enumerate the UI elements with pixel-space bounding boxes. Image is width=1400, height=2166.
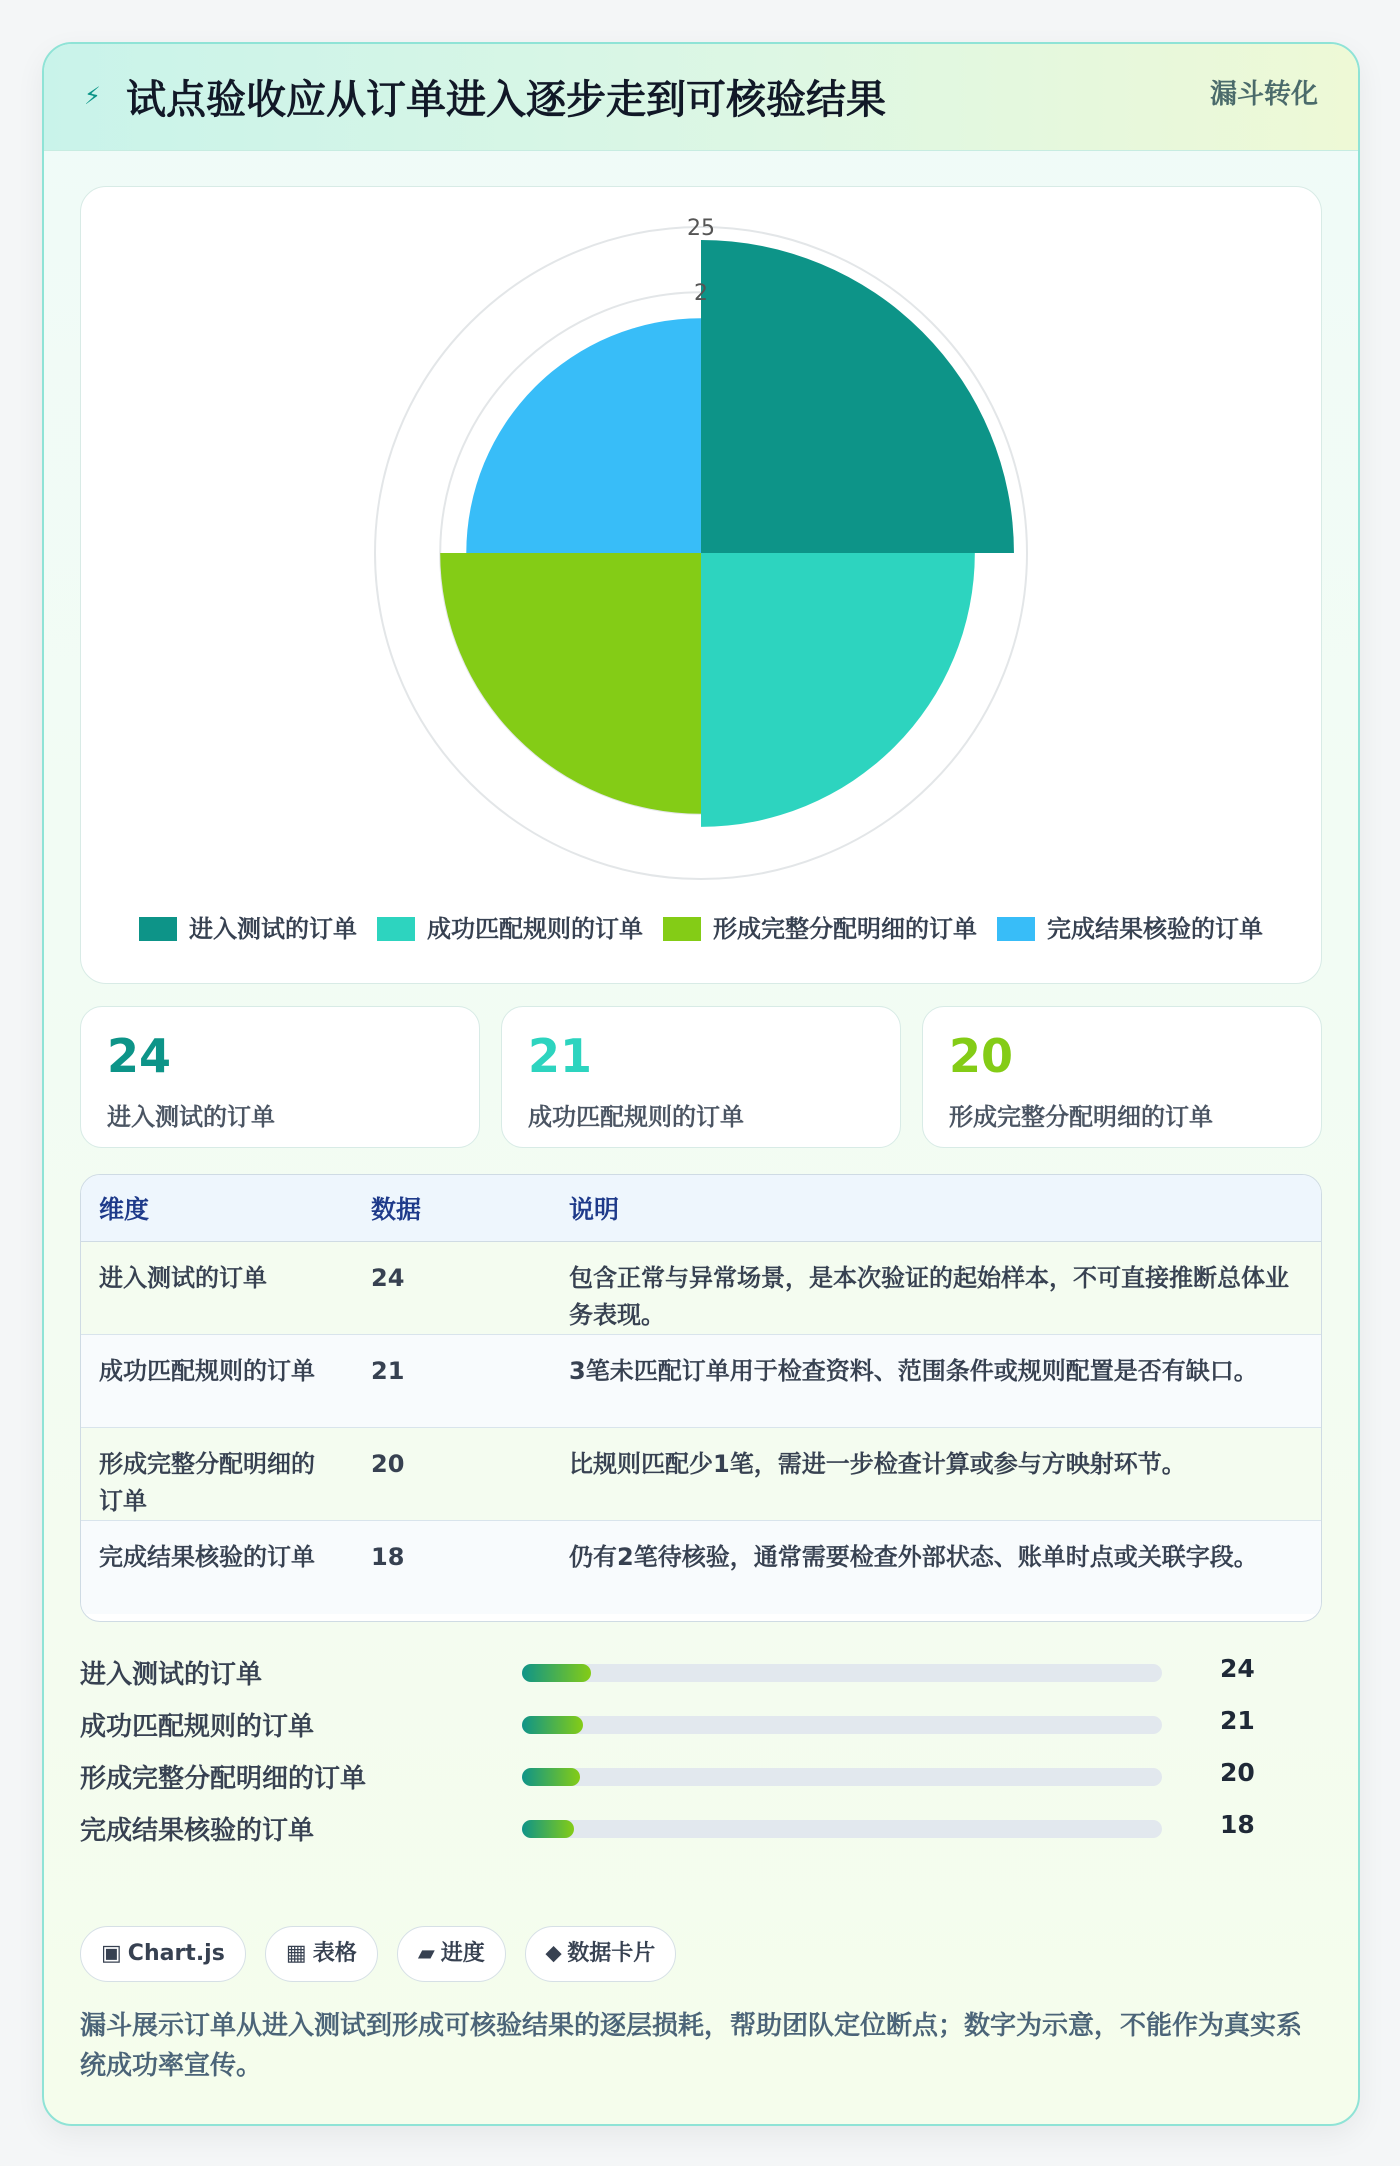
stat-label: 进入测试的订单 (107, 1103, 275, 1131)
table-row (81, 1428, 1321, 1521)
chip-progress[interactable] (397, 1926, 506, 1982)
table-row (81, 1335, 1321, 1428)
radial-tick-label: 2 (694, 281, 708, 307)
data-table (80, 1174, 1322, 1622)
table-icon: ▦ (285, 1941, 307, 1966)
table-cell-note: 包含正常与异常场景，是本次验证的起始样本，不可直接推断总体业务表现。 (551, 1242, 1321, 1335)
progress-row (80, 1806, 1320, 1846)
chip-chartjs[interactable] (80, 1926, 246, 1982)
funnel-card (42, 42, 1360, 2126)
progress-value: 21 (1220, 1706, 1255, 1735)
stat-card-matched (501, 1006, 901, 1148)
category-badge: 漏斗转化 (1210, 79, 1318, 110)
progress-value: 20 (1220, 1758, 1255, 1787)
polar-slice[interactable] (466, 318, 701, 553)
legend-swatch (377, 917, 415, 941)
table-cell-dimension: 形成完整分配明细的订单 (81, 1428, 353, 1521)
table-header-value: 数据 (353, 1175, 551, 1242)
legend-item[interactable] (997, 909, 1263, 944)
table-cell-note: 仍有2笔待核验，通常需要检查外部状态、账单时点或关联字段。 (551, 1521, 1321, 1614)
table-row (81, 1242, 1321, 1335)
footnote: 漏斗展示订单从进入测试到形成可核验结果的逐层损耗，帮助团队定位断点；数字为示意，不能作为真实系统成功率宣传。 (80, 2011, 1303, 2081)
progress-value: 24 (1220, 1654, 1255, 1683)
table-row (81, 1521, 1321, 1614)
progress-track (522, 1716, 1162, 1734)
progress-track (522, 1768, 1162, 1786)
table-cell-dimension: 完成结果核验的订单 (81, 1521, 353, 1614)
table-cell-note: 3笔未匹配订单用于检查资料、范围条件或规则配置是否有缺口。 (551, 1335, 1321, 1428)
progress-label: 完成结果核验的订单 (80, 1816, 315, 1846)
chip-data-card[interactable] (525, 1926, 676, 1982)
legend-label: 完成结果核验的订单 (1047, 915, 1263, 943)
progress-track (522, 1820, 1162, 1838)
polar-slice[interactable] (440, 553, 701, 814)
chip-label: Chart.js (127, 1941, 225, 1966)
progress-row (80, 1702, 1320, 1742)
stat-value: 20 (949, 1029, 1014, 1083)
table-cell-value: 24 (353, 1242, 551, 1335)
table-cell-value: 20 (353, 1428, 551, 1521)
progress-row (80, 1650, 1320, 1690)
polar-slice[interactable] (701, 240, 1014, 553)
legend-swatch (139, 917, 177, 941)
chip-label: 数据卡片 (567, 1941, 656, 1966)
legend-item[interactable] (139, 909, 357, 944)
progress-icon: ▰ (417, 1941, 435, 1966)
polar-slice[interactable] (701, 553, 975, 827)
progress-fill (522, 1664, 591, 1682)
lightning-icon: ⚡ (84, 82, 101, 110)
progress-fill (522, 1716, 583, 1734)
progress-fill (522, 1820, 574, 1838)
stat-label: 成功匹配规则的订单 (528, 1103, 744, 1131)
polar-area-chart (81, 187, 1321, 887)
legend-swatch (997, 917, 1035, 941)
card-header (44, 44, 1358, 151)
table-header-note: 说明 (551, 1175, 1321, 1242)
stat-value: 24 (107, 1029, 172, 1083)
progress-track (522, 1664, 1162, 1682)
table-cell-dimension: 成功匹配规则的订单 (81, 1335, 353, 1428)
chart-panel (80, 186, 1322, 984)
progress-label: 进入测试的订单 (80, 1660, 263, 1690)
page-title: 试点验收应从订单进入逐步走到可核验结果 (126, 77, 886, 123)
stat-card-tested (80, 1006, 480, 1148)
progress-row (80, 1754, 1320, 1794)
progress-label: 形成完整分配明细的订单 (80, 1764, 367, 1794)
chip-label: 表格 (312, 1941, 357, 1966)
legend-label: 进入测试的订单 (189, 915, 357, 943)
chip-table[interactable] (265, 1926, 378, 1982)
chart-icon: ▣ (101, 1941, 122, 1966)
legend-swatch (663, 917, 701, 941)
legend-label: 成功匹配规则的订单 (427, 915, 643, 943)
table-cell-note: 比规则匹配少1笔，需进一步检查计算或参与方映射环节。 (551, 1428, 1321, 1521)
legend-label: 形成完整分配明细的订单 (713, 915, 977, 943)
table-header-dimension: 维度 (81, 1175, 353, 1242)
radial-tick-label: 25 (687, 216, 715, 241)
card-icon: ⬥ (545, 1941, 562, 1966)
progress-fill (522, 1768, 580, 1786)
progress-label: 成功匹配规则的订单 (80, 1712, 315, 1742)
stat-value: 21 (528, 1029, 593, 1083)
legend-item[interactable] (377, 909, 643, 944)
table-cell-dimension: 进入测试的订单 (81, 1242, 353, 1335)
legend-item[interactable] (663, 909, 977, 944)
table-cell-value: 21 (353, 1335, 551, 1428)
chart-legend (81, 909, 1321, 944)
stat-card-allocated (922, 1006, 1322, 1148)
stat-label: 形成完整分配明细的订单 (949, 1103, 1213, 1131)
tag-chips (80, 1926, 690, 1984)
table-cell-value: 18 (353, 1521, 551, 1614)
progress-value: 18 (1220, 1810, 1255, 1839)
chip-label: 进度 (440, 1941, 485, 1966)
